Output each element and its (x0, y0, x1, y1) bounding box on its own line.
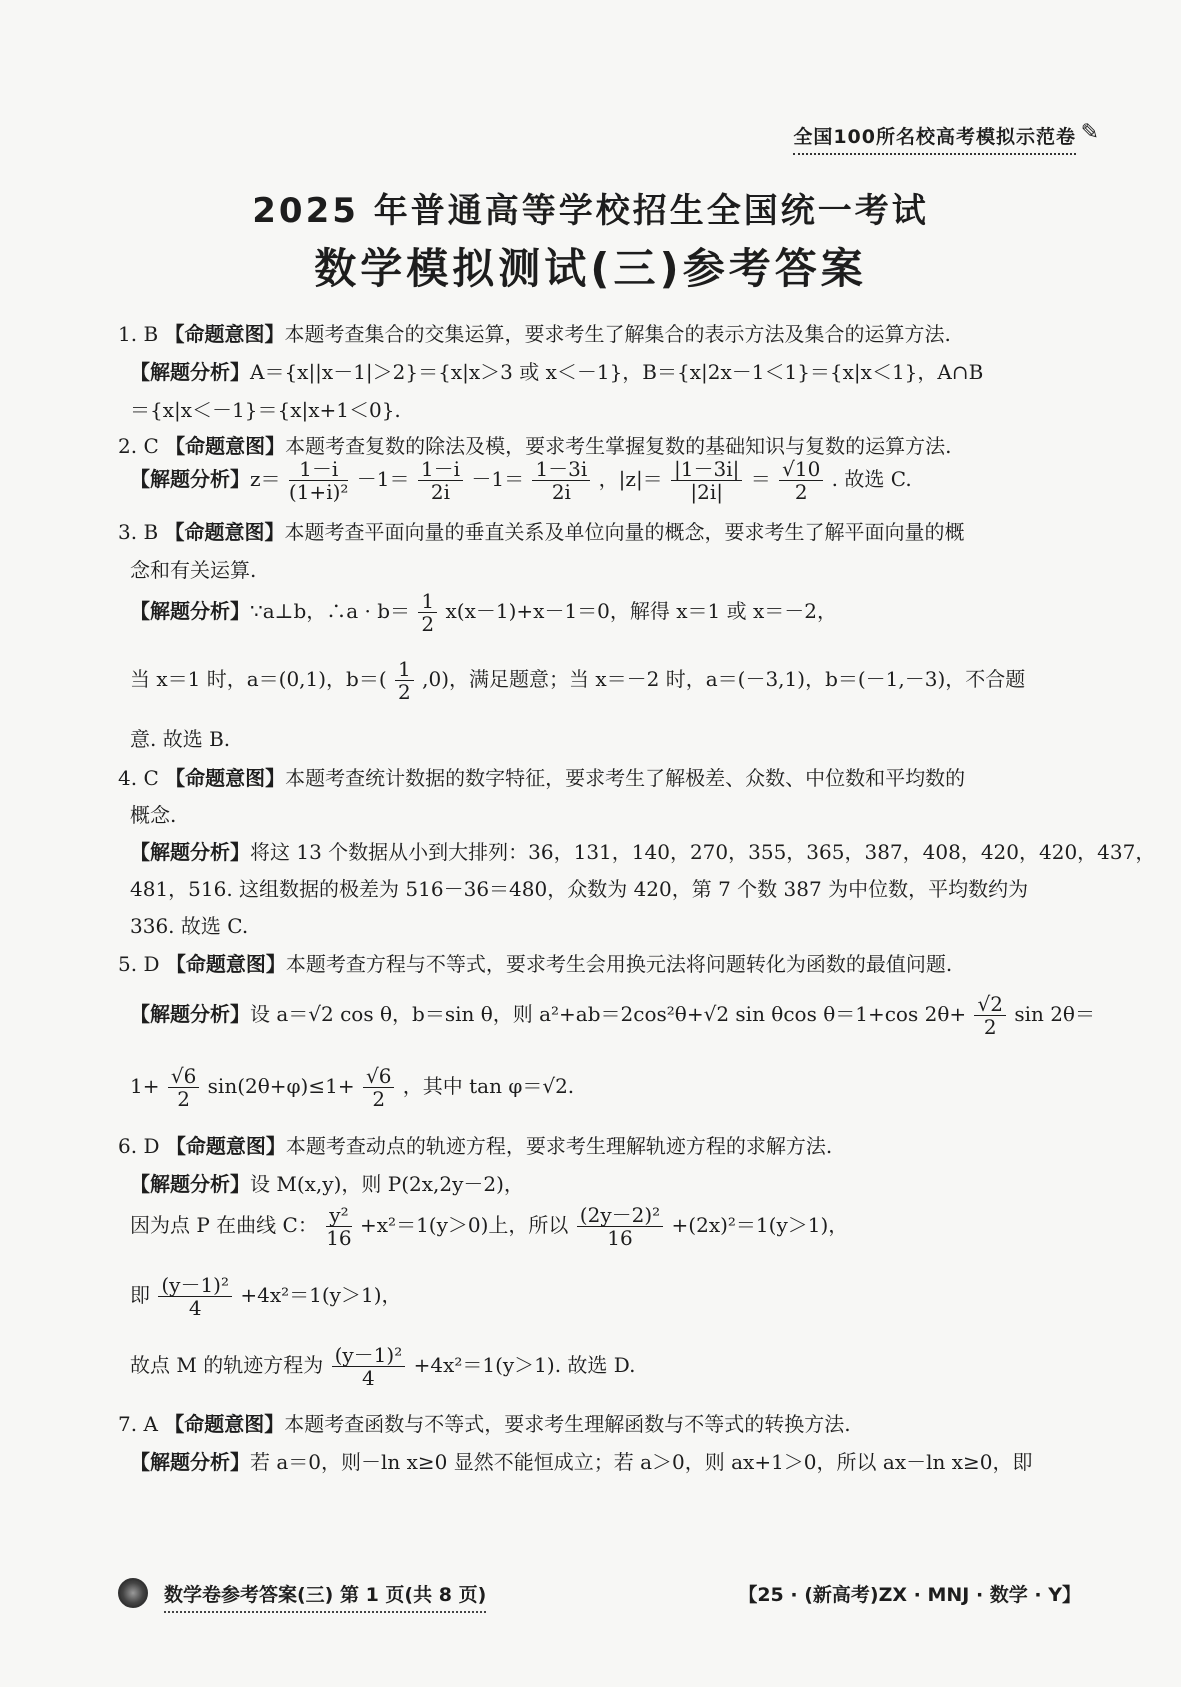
q6-analysis-line-2 (130, 1204, 848, 1249)
q5-intent: 本题考查方程与不等式，要求考生会用换元法将问题转化为函数的最值问题. (285, 952, 953, 976)
q7-label: 7. A (118, 1412, 158, 1436)
q3-intent-line (118, 516, 965, 545)
frac-numerator: √10 (779, 458, 823, 481)
q6-text: 即 (130, 1283, 150, 1307)
q6-text: 设 M(x,y)，则 P(2x,2y－2)， (250, 1172, 524, 1196)
q6-intent-tag: 【命题意图】 (165, 1134, 286, 1158)
q6-text: +(2x)²＝1(y＞1)， (671, 1213, 849, 1237)
frac-denominator: 2i (430, 480, 450, 504)
q4-text: 将这 13 个数据从小到大排列：36，131，140，270，355，365，387，408，420，420，437， (250, 840, 1156, 864)
q4-analysis-line-3: 336. 故选 C. (130, 914, 249, 938)
q5-text: sin(2θ+φ)≤1+ (207, 1074, 355, 1098)
frac-denominator: 2i (551, 480, 571, 504)
footer-code: 【25 · (新高考)ZX · MNJ · 数学 · Y】 (738, 1584, 1081, 1606)
series-brand: 全国100所名校高考模拟示范卷 (793, 122, 1076, 155)
q5-intent-line (118, 948, 952, 977)
frac-denominator: (1+i)² (288, 480, 349, 504)
frac-denominator: 4 (188, 1296, 202, 1320)
q5-analysis-line-2 (130, 1065, 574, 1110)
frac-numerator: (y－1)² (158, 1274, 232, 1297)
q2-text: ，|z|＝ (598, 467, 663, 491)
q3-fraction-2 (395, 658, 414, 703)
frac-numerator: 1 (418, 590, 437, 613)
q3-text: ,0)，满足题意；当 x＝－2 时，a＝(－3,1)，b＝(－1,－3)，不合题 (422, 667, 1026, 691)
frac-numerator: 1－i (289, 458, 349, 481)
q4-analysis-line-2: 481，516. 这组数据的极差为 516－36＝480，众数为 420，第 7 个数 387 为中位数，平均数约为 (130, 877, 1029, 901)
q2-text: －1＝ (471, 467, 525, 491)
q4-intent: 本题考查统计数据的数字特征，要求考生了解极差、众数、中位数和平均数的 (285, 766, 966, 790)
q7-text: 若 a＝0，则－ln x≥0 显然不能恒成立；若 a＞0，则 ax+1＞0，所以 ax－ln x≥0，即 (250, 1450, 1033, 1474)
q7-intent-tag: 【命题意图】 (164, 1412, 285, 1436)
q3-text: ∵a⊥b，∴a · b＝ (250, 599, 411, 623)
q1-intent: 本题考查集合的交集运算，要求考生了解集合的表示方法及集合的运算方法. (284, 322, 951, 346)
q2-text: . 故选 C. (831, 467, 912, 491)
q4-analysis-tag: 【解题分析】 (130, 840, 250, 864)
q3-text: 当 x＝1 时，a＝(0,1)，b＝( (130, 667, 387, 691)
frac-numerator: √2 (974, 993, 1005, 1016)
frac-denominator: 4 (362, 1366, 375, 1390)
frac-numerator: 1－3i (532, 458, 590, 481)
q6-text: +x²＝1(y＞0)上，所以 (360, 1213, 569, 1237)
q4-intent-line-2: 概念. (130, 803, 177, 827)
q6-intent: 本题考查动点的轨迹方程，要求考生理解轨迹方程的求解方法. (285, 1134, 833, 1158)
frac-numerator: √6 (168, 1065, 199, 1088)
q4-analysis-line (130, 836, 1155, 865)
q6-analysis-tag: 【解题分析】 (130, 1172, 250, 1196)
q6-text: +4x²＝1(y＞1)， (240, 1283, 402, 1307)
q6-label: 6. D (118, 1134, 160, 1158)
frac-numerator: (2y－2)² (577, 1204, 663, 1227)
q4-label: 4. C (118, 766, 159, 790)
q2-fraction-3 (532, 458, 590, 503)
q4-intent-line (118, 762, 965, 791)
q2-fraction-2 (418, 458, 463, 503)
q2-text: －1＝ (356, 467, 410, 491)
q5-label: 5. D (118, 952, 160, 976)
exam-title: 2025 年普通高等学校招生全国统一考试 (252, 191, 929, 231)
q3-text: x(x－1)+x－1＝0，解得 x＝1 或 x＝－2， (445, 599, 837, 623)
q1-analysis-line-2: ＝{x|x＜－1}＝{x|x+1＜0}. (130, 398, 401, 422)
q4-intent-tag: 【命题意图】 (165, 766, 286, 790)
q2-text: z＝ (250, 467, 281, 491)
frac-denominator: 16 (326, 1226, 352, 1250)
q2-intent-tag: 【命题意图】 (165, 434, 286, 458)
q6-fraction-4 (332, 1344, 406, 1389)
q6-text: +4x²＝1(y＞1). 故选 D. (413, 1353, 636, 1377)
answer-title: 数学模拟测试(三)参考答案 (314, 244, 867, 293)
q3-label: 3. B (118, 520, 159, 544)
publisher-logo-icon (118, 1578, 148, 1608)
q1-intent-line (118, 318, 951, 347)
q7-intent-line (118, 1408, 851, 1437)
q5-intent-tag: 【命题意图】 (165, 952, 286, 976)
q3-analysis-line-3: 意. 故选 B. (130, 727, 231, 751)
frac-denominator: 2 (794, 480, 808, 504)
q1-label: 1. B (118, 322, 159, 346)
q2-fraction-5 (779, 458, 823, 503)
frac-denominator: 2 (983, 1015, 997, 1039)
q7-intent: 本题考查函数与不等式，要求考生理解函数与不等式的转换方法. (284, 1412, 851, 1436)
q2-text: ＝ (750, 467, 771, 491)
q2-analysis-line (130, 458, 912, 503)
q2-fraction-1 (289, 458, 349, 503)
q3-fraction-1 (418, 590, 437, 635)
frac-denominator: 2 (372, 1087, 386, 1111)
q5-text: sin 2θ＝ (1014, 1002, 1095, 1026)
q6-analysis-line-3 (130, 1274, 402, 1319)
q5-fraction-2 (168, 1065, 199, 1110)
page-footer (118, 1578, 1081, 1612)
q1-analysis-line (130, 356, 983, 385)
q5-analysis-line (130, 993, 1095, 1038)
q5-fraction-1 (974, 993, 1005, 1038)
q6-fraction-2 (577, 1204, 663, 1249)
q2-intent-line (118, 430, 951, 459)
q6-fraction-3 (158, 1274, 232, 1319)
q2-intent: 本题考查复数的除法及模，要求考生掌握复数的基础知识与复数的运算方法. (285, 434, 952, 458)
q6-intent-line (118, 1130, 832, 1159)
q2-fraction-4 (671, 458, 742, 503)
frac-numerator: |1－3i| (671, 458, 742, 481)
pen-icon: ✎ (1080, 120, 1099, 145)
frac-denominator: 16 (607, 1226, 633, 1250)
frac-denominator: 2 (398, 680, 411, 704)
frac-numerator: y² (326, 1204, 351, 1227)
q6-analysis-line (130, 1168, 524, 1197)
q5-analysis-tag: 【解题分析】 (130, 1002, 250, 1026)
footer-page-info: 数学卷参考答案(三) 第 1 页(共 8 页) (164, 1580, 486, 1613)
q7-analysis-tag: 【解题分析】 (130, 1450, 250, 1474)
q3-analysis-line-2 (130, 658, 1025, 703)
q3-analysis-tag: 【解题分析】 (130, 599, 250, 623)
frac-numerator: 1－i (418, 458, 463, 481)
frac-numerator: √6 (363, 1065, 394, 1088)
q2-analysis-tag: 【解题分析】 (130, 467, 250, 491)
frac-denominator: |2i| (690, 480, 724, 504)
q3-intent-line-2: 念和有关运算. (130, 558, 257, 582)
frac-numerator: 1 (395, 658, 414, 681)
q6-text: 故点 M 的轨迹方程为 (130, 1353, 324, 1377)
q5-text: 设 a＝√2 cos θ，b＝sin θ，则 a²+ab＝2cos²θ+√2 sin θcos θ＝1+cos 2θ+ (250, 1002, 967, 1026)
q6-fraction-1 (326, 1204, 351, 1249)
frac-denominator: 2 (421, 612, 435, 636)
q6-text: 因为点 P 在曲线 C： (130, 1213, 318, 1237)
q1-analysis-tag: 【解题分析】 (130, 360, 250, 384)
q5-text: ，其中 tan φ＝√2. (402, 1074, 575, 1098)
frac-numerator: (y－1)² (332, 1344, 406, 1367)
q7-analysis-line (130, 1446, 1033, 1475)
q3-intent-tag: 【命题意图】 (164, 520, 285, 544)
q3-intent: 本题考查平面向量的垂直关系及单位向量的概念，要求考生了解平面向量的概 (284, 520, 965, 544)
q5-text: 1+ (130, 1074, 160, 1098)
q3-analysis-line (130, 590, 837, 635)
q1-analysis-a: A＝{x||x－1|＞2}＝{x|x＞3 或 x＜－1}，B＝{x|2x－1＜1}＝{x|x＜1}，A∩B (250, 360, 984, 384)
frac-denominator: 2 (177, 1087, 190, 1111)
q5-fraction-3 (363, 1065, 394, 1110)
q2-label: 2. C (118, 434, 159, 458)
q6-analysis-line-4 (130, 1344, 635, 1389)
q1-intent-tag: 【命题意图】 (164, 322, 285, 346)
